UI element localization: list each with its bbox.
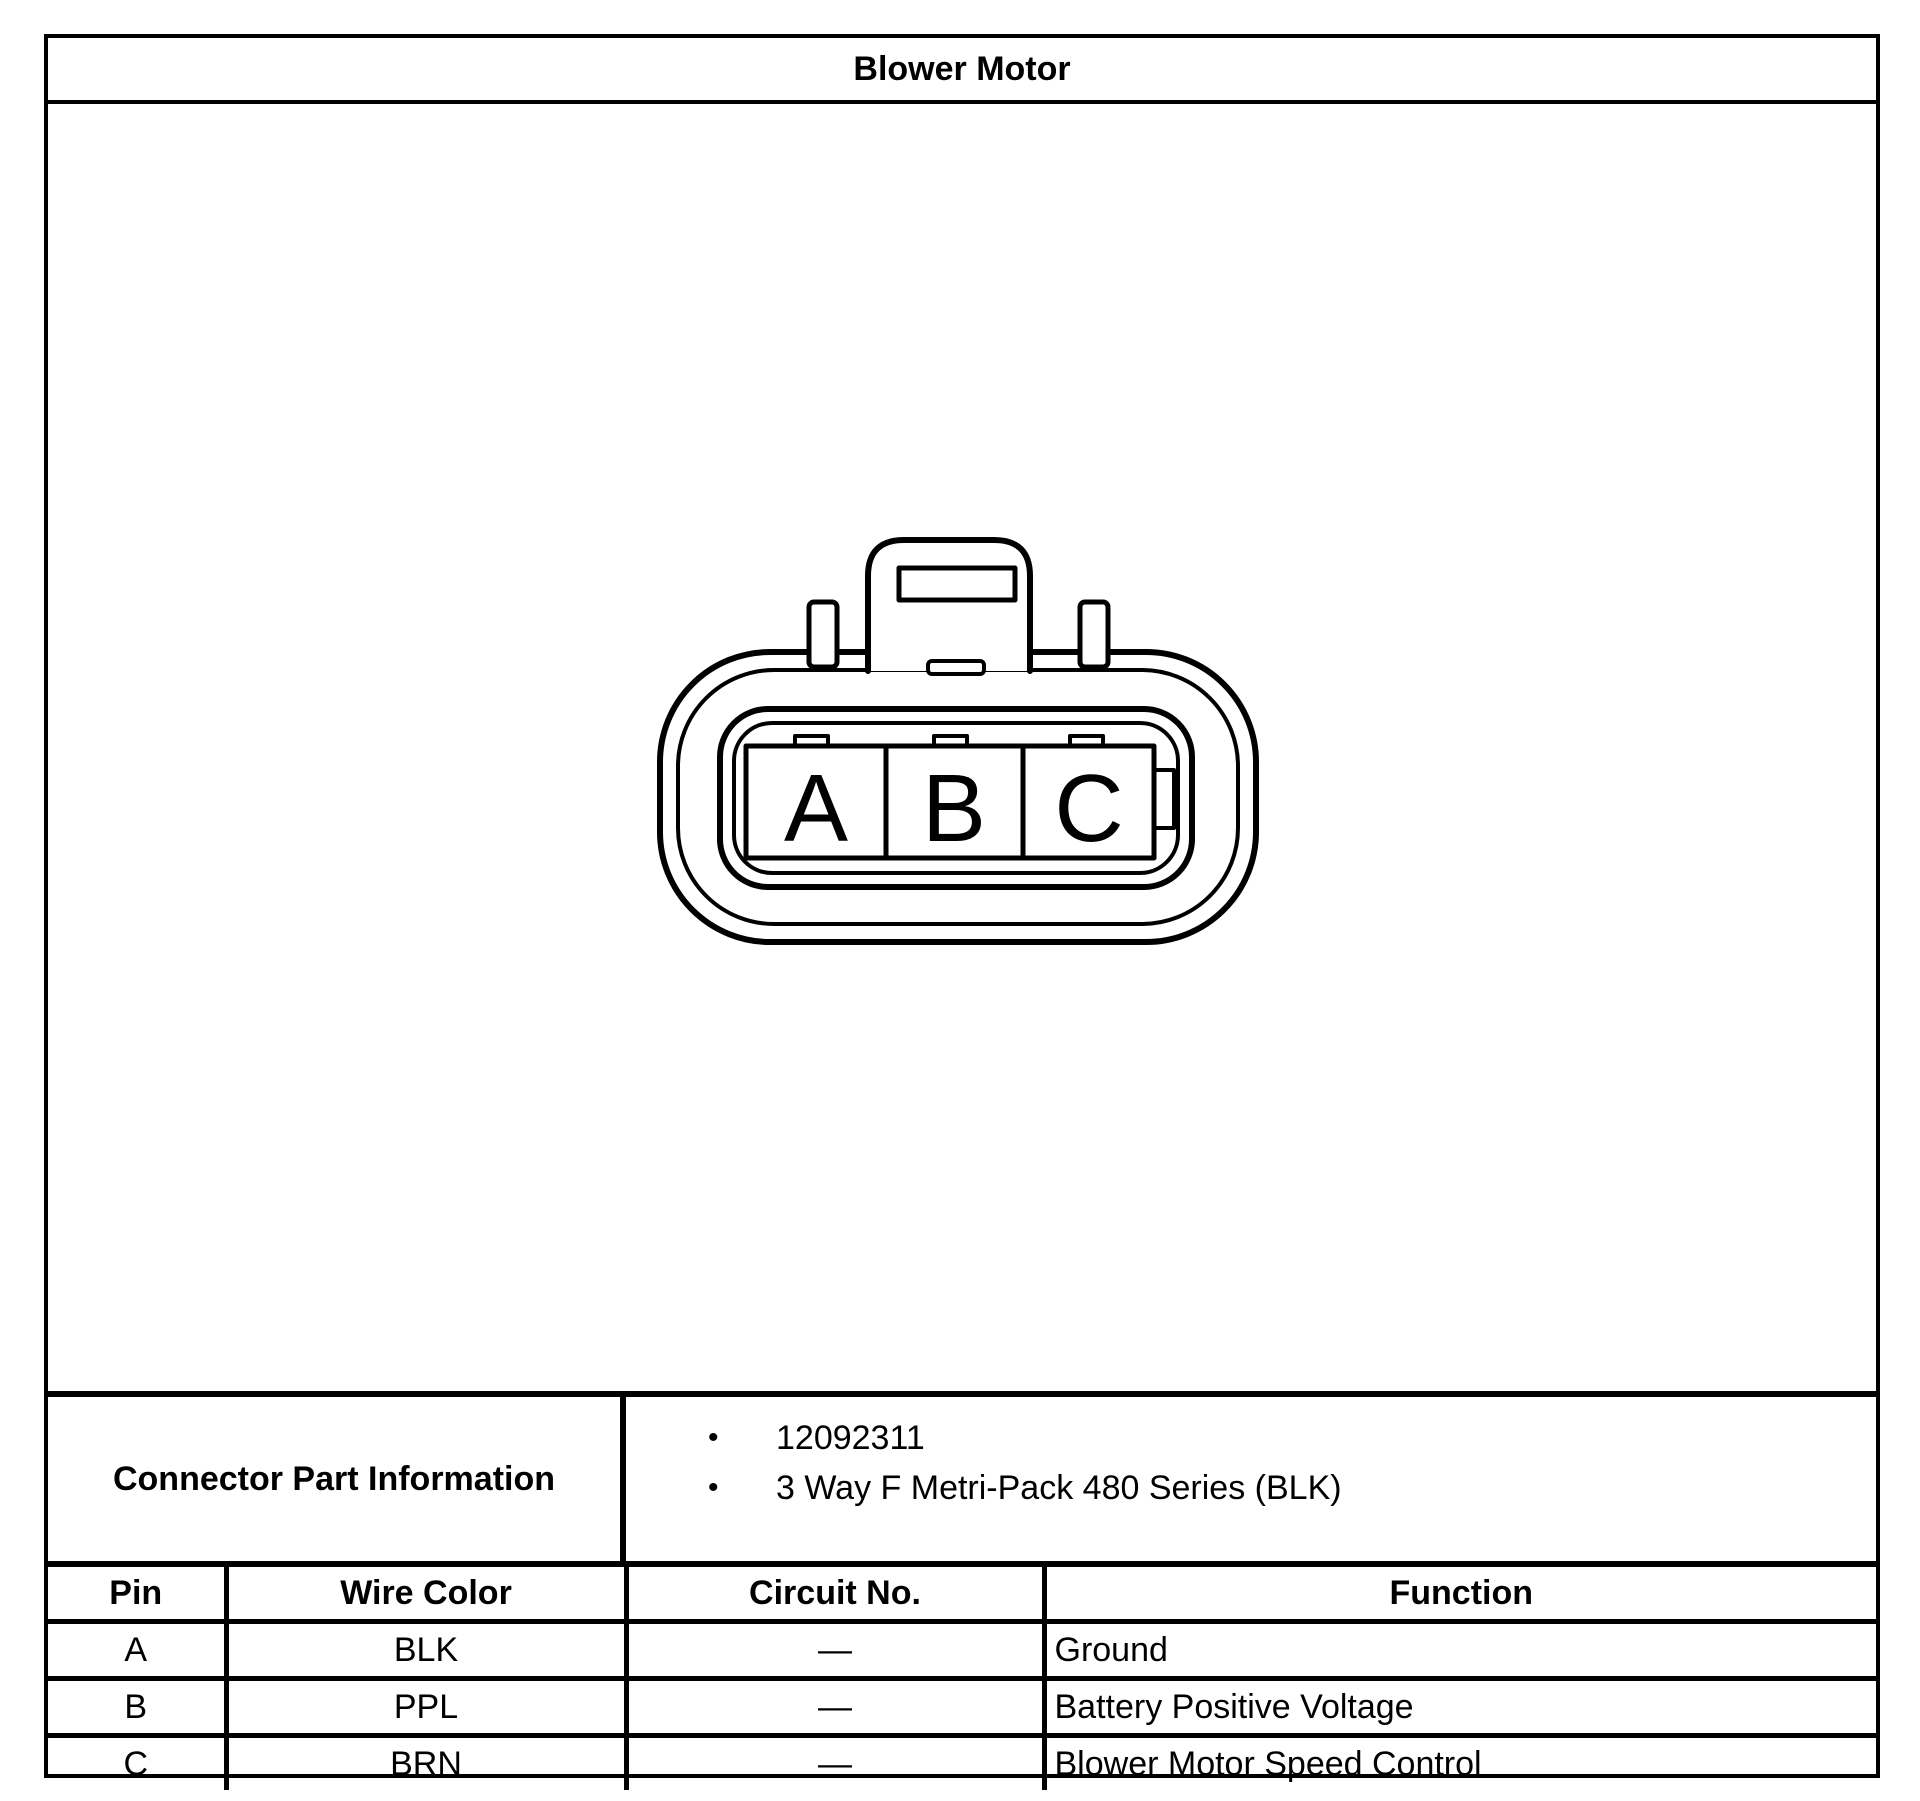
connector-part-info-label: Connector Part Information [48,1397,626,1561]
header-wire-color: Wire Color [226,1567,626,1622]
connector-end-view-sheet [44,34,1880,1783]
cell-wire-color: BLK [226,1622,626,1679]
cell-function: Ground [1044,1622,1876,1679]
connector-part-info-row [48,1391,1876,1567]
cavity-label-b: B [921,755,987,862]
bullet-icon: • [708,1471,719,1504]
polarization-key [1154,770,1174,828]
connector-description: 3 Way F Metri-Pack 480 Series (BLK) [776,1469,1342,1507]
lock-tab [868,540,1030,671]
header-function: Function [1044,1567,1876,1622]
cell-circuit-no: — [626,1736,1044,1791]
cell-circuit-no: — [626,1679,1044,1736]
cell-wire-color: BRN [226,1736,626,1791]
cell-wire-color: PPL [226,1679,626,1736]
table-row [48,1622,1876,1679]
lock-tab-base [928,661,984,674]
cell-pin: B [48,1679,226,1736]
pin-table-header [48,1567,1876,1622]
part-info-item [626,1413,1876,1463]
connector-part-info-list [626,1397,1876,1561]
cavity-label-a: A [783,755,849,862]
table-row [48,1736,1876,1791]
connector-face-drawing [48,104,1876,1391]
right-post [1080,602,1108,667]
part-info-item [626,1463,1876,1513]
bullet-icon: • [708,1421,719,1454]
cell-pin: A [48,1622,226,1679]
part-number: 12092311 [776,1419,925,1457]
cell-circuit-no: — [626,1622,1044,1679]
left-post [809,602,837,667]
pin-table [48,1567,1876,1790]
cell-function: Blower Motor Speed Control [1044,1736,1876,1791]
cell-function: Battery Positive Voltage [1044,1679,1876,1736]
cell-pin: C [48,1736,226,1791]
header-circuit-no: Circuit No. [626,1567,1044,1622]
cavity-label-c: C [1054,755,1124,862]
connector-diagram-area [48,104,1876,1391]
header-pin: Pin [48,1567,226,1622]
table-row [48,1679,1876,1736]
sheet-title: Blower Motor [48,38,1876,104]
